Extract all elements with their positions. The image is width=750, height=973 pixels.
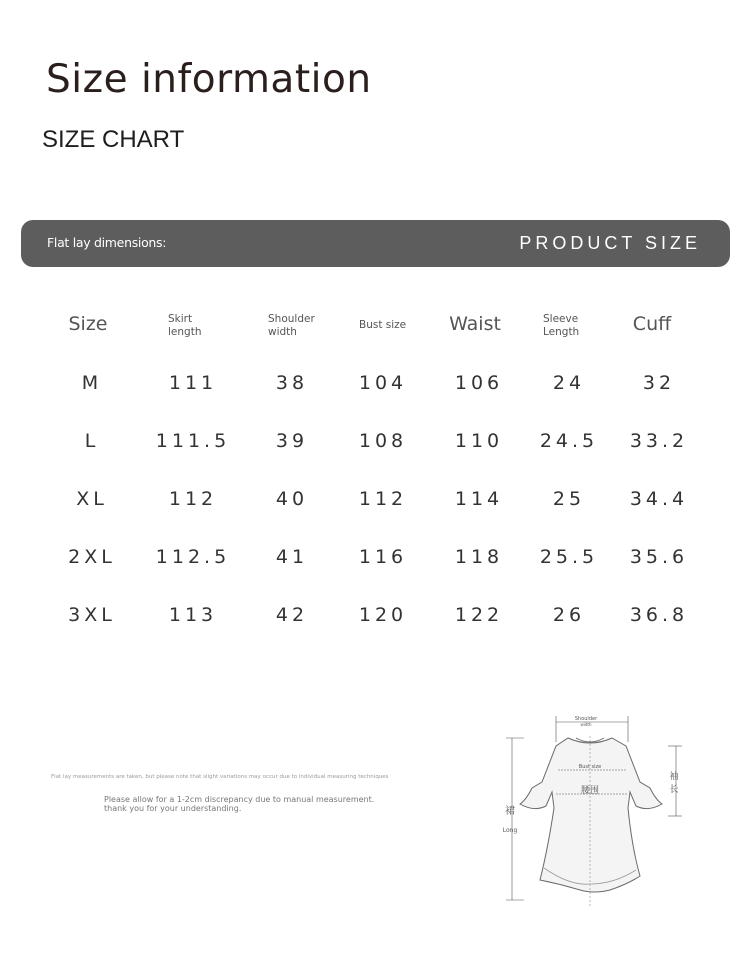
table-cell: 106 <box>454 372 504 394</box>
header-skirt-length <box>168 313 201 339</box>
table-cell: 113 <box>168 604 218 626</box>
header-sleeve-length <box>543 313 579 339</box>
table-cell: 33.2 <box>629 430 689 452</box>
banner-left-label: Flat lay dimensions: <box>47 235 167 250</box>
table-cell: 26 <box>552 604 586 626</box>
banner-right-label: PRODUCT SIZE <box>519 233 701 253</box>
table-cell: 104 <box>358 372 408 394</box>
table-cell: 118 <box>454 546 504 568</box>
header-label-line2: length <box>168 326 202 338</box>
header-bust-size <box>359 319 406 332</box>
table-cell: 24 <box>552 372 586 394</box>
table-cell: 34.4 <box>629 488 689 510</box>
discrepancy-note <box>104 795 374 813</box>
header-label-line1: Shoulder <box>268 313 315 325</box>
table-cell: 120 <box>358 604 408 626</box>
table-cell: 40 <box>275 488 309 510</box>
table-cell: 32 <box>642 372 676 394</box>
discrepancy-note-line1: Please allow for a 1-2cm discrepancy due to manual measurement. <box>104 795 375 804</box>
measurement-note: Flat lay measurements are taken, but please note that slight variations may occur due to individual measuring techniques <box>51 774 389 780</box>
table-cell: 25 <box>552 488 586 510</box>
table-cell: 111.5 <box>155 430 231 452</box>
header-label-line2: width <box>268 326 297 338</box>
table-cell: 112.5 <box>155 546 231 568</box>
long-label-en: Long <box>502 827 518 834</box>
header-label-line2: Length <box>543 326 580 338</box>
table-cell: 108 <box>358 430 408 452</box>
table-cell: 42 <box>275 604 309 626</box>
table-cell: 38 <box>275 372 309 394</box>
table-cell: 3XL <box>68 604 116 626</box>
dress-measurement-diagram <box>490 708 690 913</box>
table-cell: 112 <box>358 488 408 510</box>
bust-label: Bust size <box>578 764 602 770</box>
shoulder-label-2: width <box>580 722 592 727</box>
table-cell: 36.8 <box>629 604 689 626</box>
table-cell: M <box>81 372 103 394</box>
page-title: Size information <box>46 57 372 102</box>
discrepancy-note-line2: thank you for your understanding. <box>104 804 242 813</box>
dress-outline <box>520 738 662 892</box>
header-cuff: Cuff <box>632 313 672 335</box>
table-cell: 110 <box>454 430 504 452</box>
table-cell: 35.6 <box>629 546 689 568</box>
sleeve-label-1: 袖 <box>669 772 679 782</box>
table-cell: 111 <box>168 372 218 394</box>
table-cell: L <box>84 430 100 452</box>
table-cell: XL <box>76 488 108 510</box>
long-label-cn: 裙 <box>505 806 515 817</box>
waist-label: 腰围 <box>580 786 600 796</box>
page-subtitle: SIZE CHART <box>42 126 185 153</box>
table-cell: 114 <box>454 488 504 510</box>
sleeve-label-2: 长 <box>669 785 679 795</box>
table-cell: 25.5 <box>539 546 599 568</box>
header-label-line1: Sleeve <box>543 313 579 325</box>
shoulder-label: Shoulder <box>574 716 598 722</box>
table-cell: 39 <box>275 430 309 452</box>
table-cell: 41 <box>275 546 309 568</box>
table-cell: 116 <box>358 546 408 568</box>
product-size-banner <box>21 220 730 267</box>
table-cell: 24.5 <box>539 430 599 452</box>
header-label-line1: Bust size <box>359 319 407 331</box>
header-label-line1: Skirt <box>168 313 193 325</box>
table-cell: 122 <box>454 604 504 626</box>
table-cell: 2XL <box>68 546 116 568</box>
header-shoulder-width <box>268 313 315 339</box>
header-size: Size <box>68 313 108 335</box>
header-waist: Waist <box>449 313 501 335</box>
table-cell: 112 <box>168 488 218 510</box>
